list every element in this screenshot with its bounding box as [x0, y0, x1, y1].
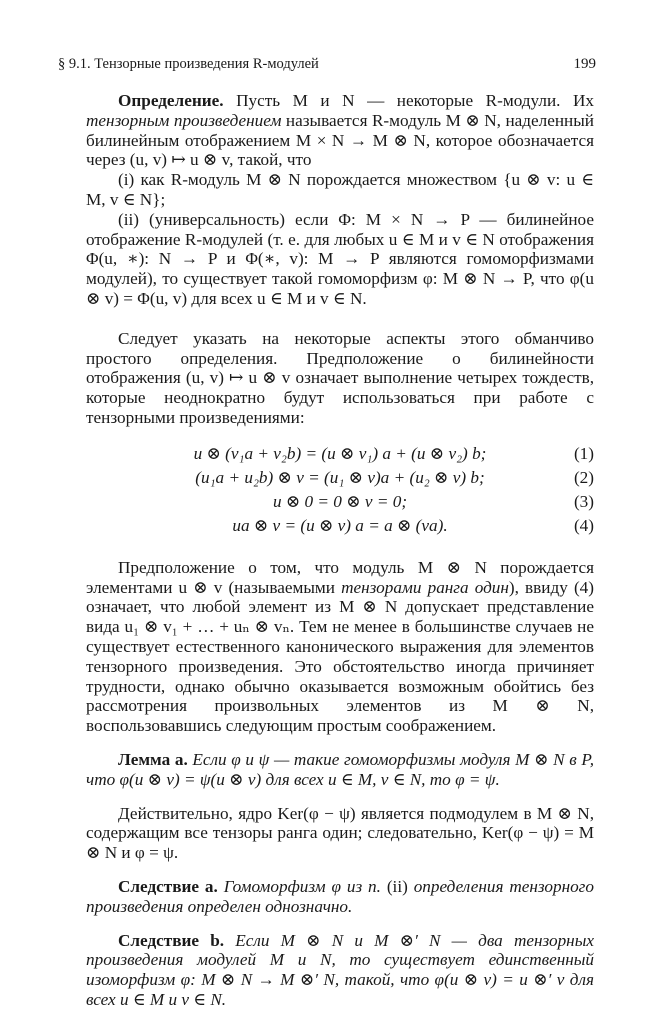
definition-term: тензорным произведением: [86, 110, 282, 130]
running-header: [58, 56, 596, 73]
spacer: [86, 790, 594, 804]
equation-body: u ⊗ 0 = 0 ⊗ v = 0;: [272, 491, 408, 511]
lemma-a: [86, 750, 594, 790]
spacer: [86, 736, 594, 750]
lemma-label: Лемма a.: [118, 749, 188, 769]
corollary-a-text-a: Гомоморфизм φ из п.: [217, 876, 387, 896]
paragraph-proof: Действительно, ядро Ker(φ − ψ) является подмодулем в M ⊗ N, содержащим все тензоры ранга один; следовательно, Ker(φ − ψ) = M ⊗ N и φ = ψ.: [86, 803, 594, 863]
spacer: [86, 917, 594, 931]
definition-text-a: Пусть M и N — некоторые R-модули. Их: [223, 91, 594, 110]
equation-number: (4): [573, 515, 594, 535]
equation-number: (2): [573, 467, 594, 487]
equation-body: ua ⊗ v = (u ⊗ v) a = a ⊗ (va).: [232, 515, 448, 535]
paragraph2-term: тензорами ранга один: [341, 577, 509, 597]
definition-item-2: (ii) (универсальность) если Φ: M × N → P — билинейное отображение R-модулей (т. е. для любых u ∈ M и v ∈ N отображения Φ(u, ∗): N → P и Φ(∗, v): M → P являются гомоморфизмами модулей), то существует такой гомоморфизм φ: M ⊗ N → P, что φ(u ⊗ v) = Φ(u, v) для всех u ∈ M и v ∈ N.: [86, 209, 594, 308]
definition-label: Определение.: [118, 91, 224, 110]
equation-number: (3): [573, 491, 594, 511]
paragraph-identities: Следует указать на некоторые аспекты этого обманчиво простого определения. Предположение о билинейности отображения (u, v) ↦ u ⊗ v означает выполнение четырех тождеств, которые неоднократно будут использоваться при работе с тензорными произведениями:: [86, 328, 594, 427]
spacer: [86, 538, 594, 558]
equation-body: u ⊗ (v₁a + v₂b) = (u ⊗ v₁) a + (u ⊗ v₂) b;: [193, 443, 487, 463]
corollary-a-label: Следствие a.: [118, 876, 218, 896]
equation-1: [86, 442, 594, 466]
page-body: [86, 91, 594, 1010]
definition-text-b: называется R-модуль M ⊗ N, наделенный билинейным отображением M × N → M ⊗ N, которое обозначается через (u, v) ↦ u ⊗ v, такой, что: [86, 110, 594, 170]
page-number: 199: [573, 56, 596, 72]
corollary-b-label: Следствие b.: [118, 930, 225, 950]
corollary-b-text: Если M ⊗ N и M ⊗′ N — два тензорных произведения модулей M и N, то существует единственный изоморфизм φ: M ⊗ N → M ⊗′ N, такой, что φ(u ⊗ v) = u ⊗′ v для всех u ∈ M и v ∈ N.: [86, 930, 594, 1009]
equation-3: [86, 490, 594, 514]
paragraph2-text-a: Предположение о том, что модуль M ⊗ N порождается элементами u ⊗ v (называемыми: [86, 557, 594, 597]
corollary-a: [86, 877, 594, 917]
paragraph2-text-b: ), ввиду (4) означает, что любой элемент из M ⊗ N допускает представление вида u₁ ⊗ v₁ + … + uₙ ⊗ vₙ. Тем не менее в большинстве случаев не существует естественного канонического выражения для элементов тензорного произведения. Это обстоятельство иногда причиняет трудности, однако обычно оказывается возможным обойтись без рассмотрения произвольных элементов из M ⊗ N, воспользовавшись следующим простым соображением.: [86, 577, 594, 736]
corollary-a-ref: (ii): [386, 876, 408, 896]
paragraph-generators: [86, 558, 594, 736]
corollary-a-text-b: определения тензорного произведения определен однозначно.: [86, 876, 594, 916]
definition-item-1: (i) как R-модуль M ⊗ N порождается множеством {u ⊗ v: u ∈ M, v ∈ N};: [86, 170, 594, 209]
equation-number: (1): [573, 443, 594, 463]
spacer: [86, 309, 594, 329]
spacer: [86, 863, 594, 877]
corollary-b: [86, 931, 594, 1010]
section-title: § 9.1. Тензорные произведения R-модулей: [58, 56, 319, 72]
definition-paragraph: [86, 91, 594, 170]
spacer: [86, 428, 594, 442]
equation-2: [86, 466, 594, 490]
equation-4: [86, 514, 594, 538]
equation-body: (u₁a + u₂b) ⊗ v = (u₁ ⊗ v)a + (u₂ ⊗ v) b;: [195, 467, 485, 487]
lemma-text: Если φ и ψ — такие гомоморфизмы модуля M ⊗ N в P, что φ(u ⊗ v) = ψ(u ⊗ v) для всех u ∈ M, v ∈ N, то φ = ψ.: [86, 749, 594, 789]
